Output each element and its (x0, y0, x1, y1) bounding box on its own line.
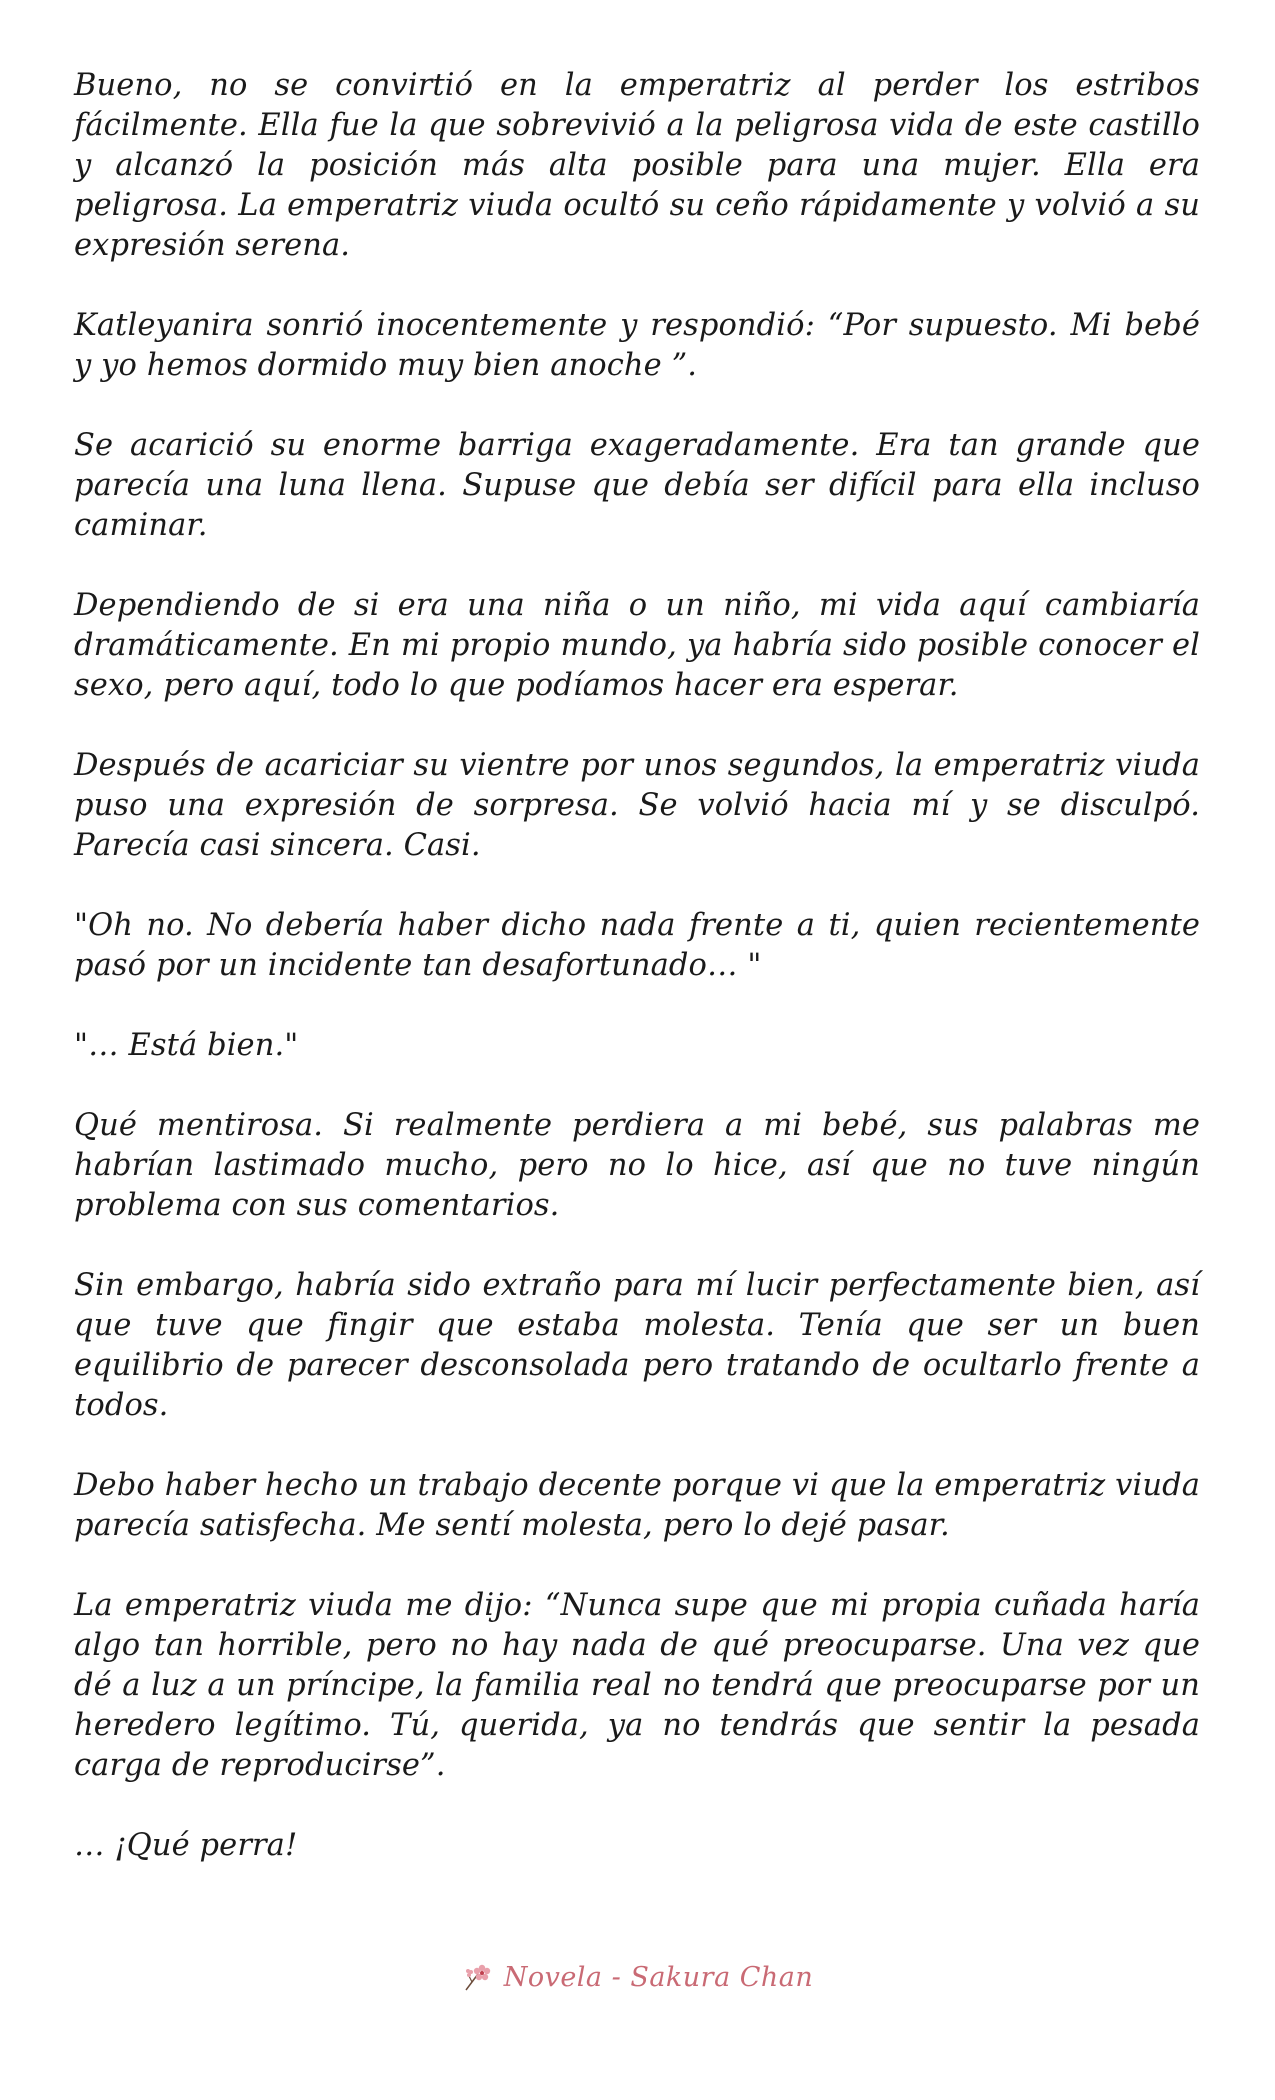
paragraph-6: "Oh no. No debería haber dicho nada frente a ti, quien recientemente pasó por un incidente tan desafortunado… " (74, 908, 1200, 983)
paragraph-5: Después de acariciar su vientre por unos segundos, la emperatriz viuda puso una expresión de sorpresa. Se volvió hacia mí y se disculpó. Parecía casi sincera. Casi. (74, 748, 1200, 863)
paragraph-4: Dependiendo de si era una niña o un niño, mi vida aquí cambiaría dramáticamente. En mi propio mundo, ya habría sido posible conocer el sexo, pero aquí, todo lo que podíamos hacer era esperar. (74, 588, 1200, 703)
sakura-flower-icon (462, 1960, 496, 1994)
paragraph-2: Katleyanira sonrió inocentemente y respondió: “Por supuesto. Mi bebé y yo hemos dormido muy bien anoche ”. (74, 308, 1200, 383)
paragraph-1: Bueno, no se convirtió en la emperatriz al perder los estribos fácilmente. Ella fue la que sobrevivió a la peligrosa vida de este castillo y alcanzó la posición más alta posible para una mujer. Ella era peligrosa. La emperatriz viuda ocultó su ceño rápidamente y volvió a su expresión serena. (74, 68, 1200, 263)
paragraph-12: … ¡Qué perra! (74, 1828, 298, 1863)
footer-text: Novela - Sakura Chan (503, 1961, 814, 1993)
paragraph-11: La emperatriz viuda me dijo: “Nunca supe que mi propia cuñada haría algo tan horrible, pero no hay nada de qué preocuparse. Una vez que dé a luz a un príncipe, la familia real no tendrá que preocuparse por un heredero legítimo. Tú, querida, ya no tendrás que sentir la pesada carga de reproducirse”. (74, 1588, 1200, 1783)
paragraph-8: Qué mentirosa. Si realmente perdiera a mi bebé, sus palabras me habrían lastimado mucho, pero no lo hice, así que no tuve ningún problema con sus comentarios. (74, 1108, 1200, 1223)
paragraph-7: "… Está bien." (74, 1028, 299, 1063)
document-body (74, 66, 1200, 1906)
paragraph-3: Se acarició su enorme barriga exageradamente. Era tan grande que parecía una luna llena. Supuse que debía ser difícil para ella incluso caminar. (74, 428, 1200, 543)
paragraph-10: Debo haber hecho un trabajo decente porque vi que la emperatriz viuda parecía satisfecha. Me sentí molesta, pero lo dejé pasar. (74, 1468, 1200, 1543)
paragraph-9: Sin embargo, habría sido extraño para mí lucir perfectamente bien, así que tuve que fingir que estaba molesta. Tenía que ser un buen equilibrio de parecer desconsolada pero tratando de ocultarlo frente a todos. (74, 1268, 1200, 1423)
footer-brand (462, 1960, 814, 1994)
footer-watermark (0, 1960, 1275, 1994)
